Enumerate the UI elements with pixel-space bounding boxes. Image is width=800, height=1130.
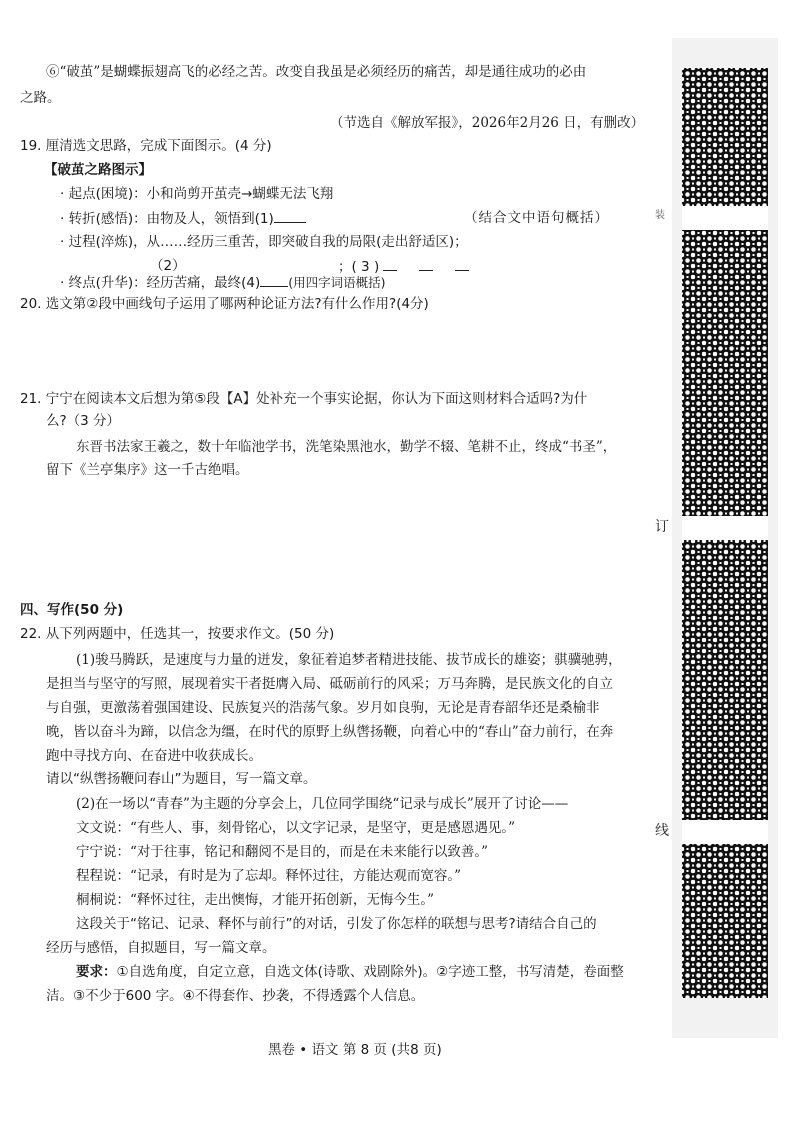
q19-item-turn [60, 208, 306, 229]
q19-stem: 19. 厘清选文思路，完成下面图示。(4 分) [20, 138, 272, 154]
requirements-text-1: ①自选角度，自定立意，自选文体(诗歌、戏剧除外)。②字迹工整，书写清楚，卷面整 [116, 964, 624, 980]
topic2-speaker-chengcheng: 程程说：“记录，有时是为了忘却。释怀过往，方能达观而宽容。” [76, 868, 462, 884]
answer-blank-1[interactable] [274, 208, 306, 223]
topic2-task-line1: 这段关于“铭记、记录、释怀与前行”的对话，引发了你怎样的联想与思考?请结合自己的 [76, 916, 597, 932]
q19-blank-2-label: （2） [150, 258, 186, 274]
passage-para6-line1: ⑥“破茧”是蝴蝶振翅高飞的必经之苦。改变自我虽是必须经历的痛苦，却是通往成功的必由 [46, 64, 587, 80]
topic2-speaker-tongtong: 桐桐说：“释怀过往，走出懊悔，才能开拓创新，无悔今生。” [76, 892, 435, 908]
answer-blank-3c[interactable] [455, 256, 469, 271]
topic2-intro: (2)在一场以“青春”为主题的分享会上，几位同学围绕“记录与成长”展开了讨论—— [76, 796, 569, 812]
topic1-line3: 与自强，更激荡着强国建设、民族复兴的浩荡气象。岁月如良驹，无论是青春韶华还是桑榆非 [46, 700, 600, 716]
topic2-speaker-wenwen: 文文说：“有些人、事，刻骨铭心，以文字记录，是坚守，更是感恩遇见。” [76, 820, 516, 836]
page-footer: 黑卷 • 语文 第 8 页 (共8 页) [268, 1042, 442, 1058]
q20-stem: 20. 选文第②段中画线句子运用了哪两种论证方法?有什么作用?(4分) [20, 296, 429, 312]
answer-blank-3b[interactable] [419, 256, 433, 271]
topic1-line4: 晚，皆以奋斗为蹄，以信念为缰，在时代的原野上纵辔扬鞭，向着心中的“春山”奋力前行，在奔 [46, 724, 614, 740]
requirements-line1 [76, 962, 624, 982]
q21-material-line2: 留下《兰亭集序》这一千古绝唱。 [46, 462, 249, 478]
topic2-task-line2: 经历与感悟，自拟题目，写一篇文章。 [46, 940, 276, 956]
q19-blank-3-text: ；( 3 ) [338, 259, 380, 275]
topic1-line5: 跑中寻找方向、在奋进中收获成长。 [46, 748, 262, 764]
q19-item-start: · 起点(困境)：小和尚剪开茧壳→蝴蝶无法飞翔 [60, 186, 334, 202]
binding-gap-bottom [682, 820, 768, 844]
binding-gap-top [682, 206, 768, 230]
q21-stem-line1: 21. 宁宁在阅读本文后想为第⑤段【A】处补充一个事实论据，你认为下面这则材料合适吗?为什 [20, 391, 588, 407]
q19-item-end-text: · 终点(升华)：经历苦痛，最终(4) [60, 275, 261, 291]
q21-stem-line2: 么?（3 分） [46, 413, 121, 429]
passage-para6-line2: 之路。 [20, 90, 61, 106]
binding-mark-xian: 线 [655, 823, 669, 839]
answer-blank-4[interactable] [260, 272, 288, 287]
requirements-label: 要求： [76, 964, 117, 980]
q22-stem: 22. 从下列两题中，任选其一，按要求作文。(50 分) [20, 626, 335, 642]
q21-material-line1: 东晋书法家王羲之，数十年临池学书，洗笔染黑池水，勤学不辍、笔耕不止，终成“书圣”， [76, 439, 617, 455]
topic1-line2: 是担当与坚守的写照，展现着实干者挺膺入局、砥砺前行的风采；万马奔腾，是民族文化的自立 [46, 676, 613, 692]
writing-section-title: 四、写作(50 分) [20, 602, 124, 618]
binding-mark-zhuang: 装 [655, 210, 665, 221]
binding-gap-mid [682, 516, 768, 540]
q19-item-turn-text: · 转折(感悟)：由物及人，领悟到(1) [60, 211, 274, 227]
q19-item-end-hint: (用四字词语概括) [288, 275, 386, 290]
passage-source: （节选自《解放军报》，2026年2月26 日，有删改） [330, 115, 645, 131]
binding-mark-ding: 订 [655, 519, 669, 535]
q19-diagram-title: 【破茧之路图示】 [44, 162, 152, 178]
topic2-speaker-ningning: 宁宁说：“对于往事，铭记和翻阅不是目的，而是在未来能行以致善。” [76, 844, 489, 860]
requirements-line2: 洁。③不少于600 字。④不得套作、抄袭，不得透露个人信息。 [46, 988, 425, 1004]
q19-item-turn-hint: （结合文中语句概括） [464, 210, 609, 226]
topic1-line1: (1)骏马腾跃，是速度与力量的迸发，象征着追梦者精进技能、拔节成长的雄姿；骐骥驰骋， [76, 652, 622, 668]
topic1-task: 请以“纵辔扬鞭问春山”为题目，写一篇文章。 [46, 771, 317, 787]
answer-blank-3a[interactable] [383, 256, 397, 271]
q19-item-process: · 过程(淬炼)，从……经历三重苦，即突破自我的局限(走出舒适区)； [60, 234, 468, 250]
q19-item-end [60, 272, 386, 293]
